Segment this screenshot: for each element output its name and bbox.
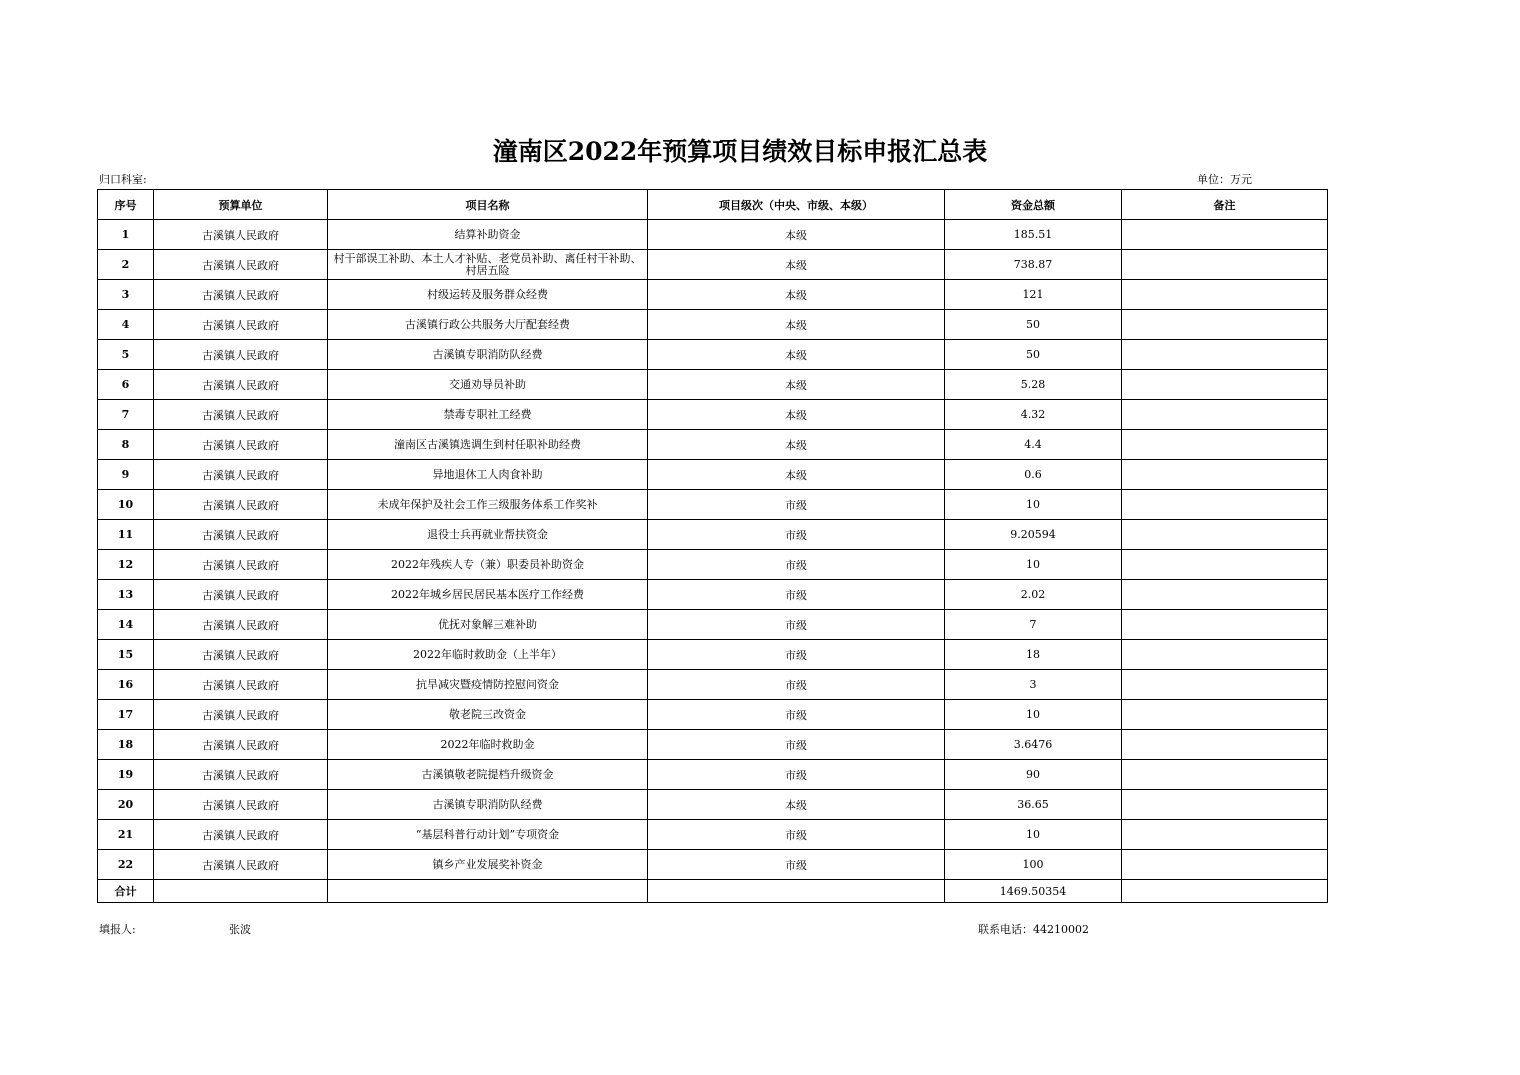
row-amount: 36.65 (945, 790, 1122, 820)
row-unit: 古溪镇人民政府 (154, 640, 328, 670)
row-note (1122, 640, 1328, 670)
row-project-name: 古溪镇行政公共服务大厅配套经费 (328, 310, 648, 340)
row-index: 3 (98, 280, 154, 310)
table-row (98, 820, 1328, 850)
row-amount: 100 (945, 850, 1122, 880)
row-unit: 古溪镇人民政府 (154, 820, 328, 850)
contact-phone: 联系电话：44210002 (978, 923, 1089, 936)
row-project-name: 退役士兵再就业帮扶资金 (328, 520, 648, 550)
row-project-name: 村级运转及服务群众经费 (328, 280, 648, 310)
table-row (98, 370, 1328, 400)
row-amount: 4.4 (945, 430, 1122, 460)
row-amount: 10 (945, 490, 1122, 520)
row-project-name: 抗旱减灾暨疫情防控慰问资金 (328, 670, 648, 700)
row-note (1122, 760, 1328, 790)
row-index: 21 (98, 820, 154, 850)
document-title: 潼南区2022年预算项目绩效目标申报汇总表 (492, 137, 988, 166)
row-amount: 90 (945, 760, 1122, 790)
row-project-level: 市级 (648, 580, 945, 610)
row-note (1122, 580, 1328, 610)
row-index: 7 (98, 400, 154, 430)
row-project-name: 2022年城乡居民居民基本医疗工作经费 (328, 580, 648, 610)
row-project-level: 市级 (648, 700, 945, 730)
row-note (1122, 610, 1328, 640)
row-unit: 古溪镇人民政府 (154, 310, 328, 340)
table-row (98, 460, 1328, 490)
total-project-level (648, 880, 945, 903)
row-project-name: “基层科普行动计划”专项资金 (328, 820, 648, 850)
row-amount: 50 (945, 340, 1122, 370)
row-unit: 古溪镇人民政府 (154, 790, 328, 820)
summary-table (97, 189, 1328, 903)
row-project-level: 市级 (648, 670, 945, 700)
row-index: 16 (98, 670, 154, 700)
header-note: 备注 (1122, 190, 1328, 220)
department-label: 归口科室: (99, 173, 147, 186)
row-index: 5 (98, 340, 154, 370)
row-project-level: 本级 (648, 370, 945, 400)
row-project-level: 本级 (648, 790, 945, 820)
row-project-name: 交通劝导员补助 (328, 370, 648, 400)
row-amount: 50 (945, 310, 1122, 340)
row-amount: 2.02 (945, 580, 1122, 610)
row-unit: 古溪镇人民政府 (154, 580, 328, 610)
row-amount: 0.6 (945, 460, 1122, 490)
row-unit: 古溪镇人民政府 (154, 370, 328, 400)
table-row (98, 340, 1328, 370)
row-project-level: 本级 (648, 340, 945, 370)
row-note (1122, 280, 1328, 310)
row-unit: 古溪镇人民政府 (154, 760, 328, 790)
row-index: 11 (98, 520, 154, 550)
row-amount: 18 (945, 640, 1122, 670)
table-body (98, 220, 1328, 903)
row-unit: 古溪镇人民政府 (154, 700, 328, 730)
row-project-level: 本级 (648, 250, 945, 280)
row-project-name: 古溪镇敬老院提档升级资金 (328, 760, 648, 790)
row-amount: 5.28 (945, 370, 1122, 400)
row-index: 6 (98, 370, 154, 400)
row-index: 17 (98, 700, 154, 730)
row-index: 20 (98, 790, 154, 820)
row-project-name: 结算补助资金 (328, 220, 648, 250)
table-row (98, 490, 1328, 520)
row-unit: 古溪镇人民政府 (154, 850, 328, 880)
table-row (98, 520, 1328, 550)
row-note (1122, 520, 1328, 550)
total-unit (154, 880, 328, 903)
table-row (98, 670, 1328, 700)
header-index: 序号 (98, 190, 154, 220)
row-index: 19 (98, 760, 154, 790)
row-amount: 7 (945, 610, 1122, 640)
table-row (98, 610, 1328, 640)
row-note (1122, 370, 1328, 400)
row-unit: 古溪镇人民政府 (154, 550, 328, 580)
row-note (1122, 850, 1328, 880)
row-project-level: 市级 (648, 730, 945, 760)
row-project-level: 本级 (648, 220, 945, 250)
row-note (1122, 670, 1328, 700)
row-unit: 古溪镇人民政府 (154, 460, 328, 490)
table-row (98, 850, 1328, 880)
row-note (1122, 400, 1328, 430)
row-note (1122, 250, 1328, 280)
total-project-name (328, 880, 648, 903)
row-note (1122, 460, 1328, 490)
row-unit: 古溪镇人民政府 (154, 220, 328, 250)
row-note (1122, 490, 1328, 520)
row-project-level: 市级 (648, 610, 945, 640)
row-unit: 古溪镇人民政府 (154, 670, 328, 700)
row-index: 18 (98, 730, 154, 760)
table-row (98, 700, 1328, 730)
table-row (98, 430, 1328, 460)
row-project-level: 市级 (648, 820, 945, 850)
row-unit: 古溪镇人民政府 (154, 490, 328, 520)
row-amount: 185.51 (945, 220, 1122, 250)
row-project-name: 古溪镇专职消防队经费 (328, 790, 648, 820)
table-row (98, 730, 1328, 760)
row-amount: 3 (945, 670, 1122, 700)
row-note (1122, 550, 1328, 580)
row-index: 8 (98, 430, 154, 460)
row-note (1122, 730, 1328, 760)
row-note (1122, 430, 1328, 460)
total-note (1122, 880, 1328, 903)
table-row (98, 790, 1328, 820)
table-row (98, 220, 1328, 250)
row-amount: 3.6476 (945, 730, 1122, 760)
row-unit: 古溪镇人民政府 (154, 250, 328, 280)
table-row (98, 640, 1328, 670)
row-project-level: 市级 (648, 490, 945, 520)
row-project-level: 本级 (648, 310, 945, 340)
row-index: 14 (98, 610, 154, 640)
row-unit: 古溪镇人民政府 (154, 610, 328, 640)
row-amount: 10 (945, 550, 1122, 580)
row-note (1122, 340, 1328, 370)
header-amount: 资金总额 (945, 190, 1122, 220)
row-index: 2 (98, 250, 154, 280)
row-project-name: 未成年保护及社会工作三级服务体系工作奖补 (328, 490, 648, 520)
row-note (1122, 820, 1328, 850)
row-note (1122, 310, 1328, 340)
row-project-name: 敬老院三改资金 (328, 700, 648, 730)
row-amount: 10 (945, 820, 1122, 850)
header-project-level: 项目级次（中央、市级、本级） (648, 190, 945, 220)
row-project-name: 异地退休工人肉食补助 (328, 460, 648, 490)
row-index: 22 (98, 850, 154, 880)
total-amount: 1469.50354 (945, 880, 1122, 903)
row-project-level: 本级 (648, 430, 945, 460)
total-row (98, 880, 1328, 903)
row-amount: 9.20594 (945, 520, 1122, 550)
row-project-name: 优抚对象解三难补助 (328, 610, 648, 640)
table-row (98, 310, 1328, 340)
row-index: 15 (98, 640, 154, 670)
row-project-level: 本级 (648, 400, 945, 430)
row-project-name: 古溪镇专职消防队经费 (328, 340, 648, 370)
row-project-level: 市级 (648, 520, 945, 550)
table-row (98, 550, 1328, 580)
table-row (98, 400, 1328, 430)
row-project-name: 禁毒专职社工经费 (328, 400, 648, 430)
row-unit: 古溪镇人民政府 (154, 280, 328, 310)
row-index: 13 (98, 580, 154, 610)
header-unit: 预算单位 (154, 190, 328, 220)
row-amount: 738.87 (945, 250, 1122, 280)
table-header-row (98, 190, 1328, 220)
row-index: 9 (98, 460, 154, 490)
row-project-level: 市级 (648, 640, 945, 670)
row-project-name: 2022年临时救助金 (328, 730, 648, 760)
row-unit: 古溪镇人民政府 (154, 520, 328, 550)
row-project-name: 2022年临时救助金（上半年） (328, 640, 648, 670)
row-unit: 古溪镇人民政府 (154, 400, 328, 430)
row-project-name: 2022年残疾人专（兼）职委员补助资金 (328, 550, 648, 580)
table-row (98, 250, 1328, 280)
row-amount: 4.32 (945, 400, 1122, 430)
row-note (1122, 220, 1328, 250)
row-project-name: 潼南区古溪镇选调生到村任职补助经费 (328, 430, 648, 460)
table-row (98, 280, 1328, 310)
header-project-name: 项目名称 (328, 190, 648, 220)
reporter-name: 张波 (229, 923, 251, 936)
row-note (1122, 700, 1328, 730)
row-amount: 121 (945, 280, 1122, 310)
row-project-level: 本级 (648, 280, 945, 310)
row-index: 10 (98, 490, 154, 520)
row-unit: 古溪镇人民政府 (154, 730, 328, 760)
table-row (98, 760, 1328, 790)
row-project-name: 镇乡产业发展奖补资金 (328, 850, 648, 880)
table-row (98, 580, 1328, 610)
row-unit: 古溪镇人民政府 (154, 340, 328, 370)
row-project-level: 本级 (648, 460, 945, 490)
row-project-level: 市级 (648, 550, 945, 580)
row-project-level: 市级 (648, 850, 945, 880)
row-project-name: 村干部误工补助、本土人才补贴、老党员补助、离任村干补助、村居五险 (328, 250, 648, 280)
row-index: 12 (98, 550, 154, 580)
row-index: 4 (98, 310, 154, 340)
total-label: 合计 (98, 880, 154, 903)
row-note (1122, 790, 1328, 820)
reporter-label: 填报人: (99, 923, 136, 936)
unit-label: 单位：万元 (1197, 173, 1252, 186)
row-unit: 古溪镇人民政府 (154, 430, 328, 460)
row-index: 1 (98, 220, 154, 250)
row-amount: 10 (945, 700, 1122, 730)
row-project-level: 市级 (648, 760, 945, 790)
